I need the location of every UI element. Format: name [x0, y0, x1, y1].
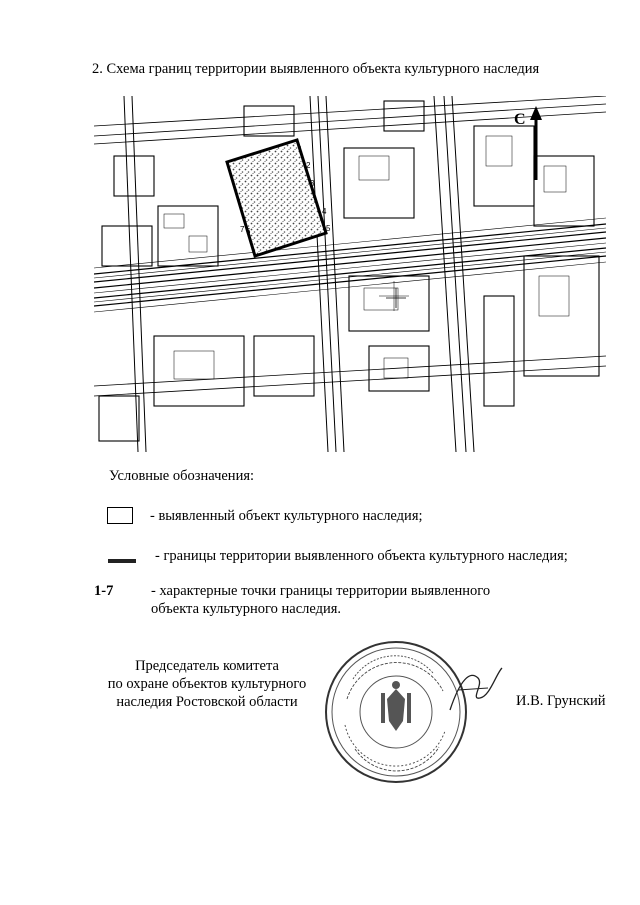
page-title: 2. Схема границ территории выявленного объекта культурного наследия — [92, 61, 540, 77]
handwritten-signature-icon — [440, 660, 510, 720]
position-line: наследия Ростовской области — [116, 694, 298, 710]
boundary-point-label: 2 — [306, 161, 311, 170]
signatory-name: И.В. Грунский — [516, 693, 606, 709]
position-line: Председатель комитета — [135, 658, 279, 674]
legend-item-boundary: - границы территории выявленного объекта культурного наследия; — [155, 548, 568, 564]
boundary-scheme-map — [94, 96, 606, 452]
north-label: С — [514, 111, 526, 128]
boundary-point-label: 4 — [322, 207, 327, 216]
boundary-point-label: 3 — [310, 179, 315, 188]
signatory-position — [92, 657, 322, 711]
territory-boundary — [227, 140, 326, 256]
legend-item-points-cont: объекта культурного наследия. — [151, 601, 342, 617]
legend-title: Условные обозначения: — [109, 468, 255, 484]
heritage-object-symbol — [107, 507, 133, 524]
boundary-point-label: 1 — [298, 145, 303, 154]
boundary-point-label: 6 — [246, 227, 251, 236]
boundary-point-label: 7 — [240, 225, 245, 234]
legend-key-points: 1-7 — [94, 583, 114, 599]
position-line: по охране объектов культурного — [107, 676, 307, 692]
legend-item-object: - выявленный объект культурного наследия; — [150, 508, 423, 524]
legend-item-points: - характерные точки границы территории выявленного — [151, 583, 491, 599]
north-arrow-icon — [530, 106, 542, 180]
boundary-point-label: 5 — [326, 224, 331, 233]
map-drawing — [94, 96, 606, 452]
boundary-line-symbol — [108, 559, 136, 563]
